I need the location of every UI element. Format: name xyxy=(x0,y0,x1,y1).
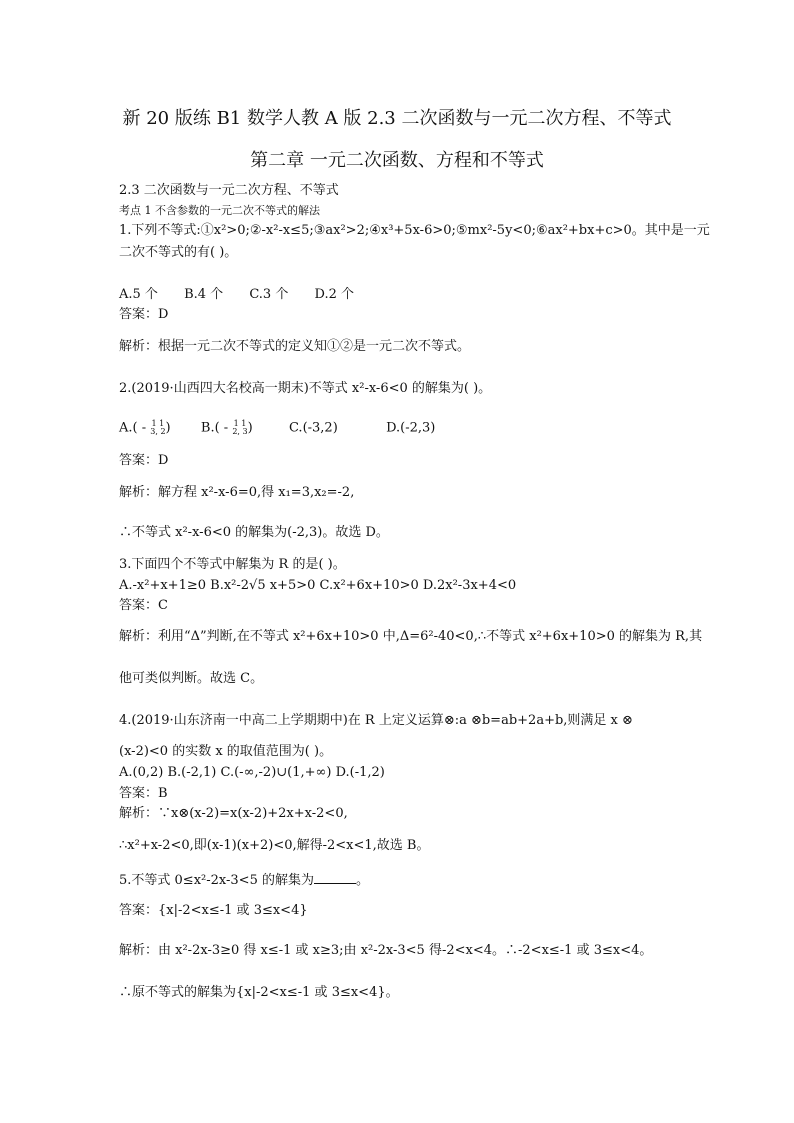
q2-option-b-fraction xyxy=(232,420,247,436)
q3-stem: 3.下面四个不等式中解集为 R 的是( )。 xyxy=(119,557,346,572)
q5-analysis-line2: ∴原不等式的解集为{x|-2<x≤-1 或 3≤x<4}。 xyxy=(119,985,399,1000)
q3-options: A.-x²+x+1≥0 B.x²-2√5 x+5>0 C.x²+6x+10>0 D.2x²-3x+4<0 xyxy=(119,578,517,593)
q2-analysis-line1: 解析：解方程 x²-x-6=0,得 x₁=3,x₂=-2, xyxy=(119,485,355,500)
q1-option-c: C.3 个 xyxy=(249,287,289,302)
q4-options: A.(0,2) B.(-2,1) C.(-∞,-2)∪(1,+∞) D.(-1,2) xyxy=(119,765,385,780)
q1-stem-line1: 1.下列不等式:①x²>0;②-x²-x≤5;③ax²>2;④x³+5x-6>0;⑤mx²-5y<0;⑥ax²+bx+c>0。其中是一元 xyxy=(119,223,710,238)
q5-analysis-line1: 解析：由 x²-2x-3≥0 得 x≤-1 或 x≥3;由 x²-2x-3<5 得-2<x<4。∴-2<x≤-1 或 3≤x<4。 xyxy=(119,943,653,958)
q2-analysis-line2: ∴不等式 x²-x-6<0 的解集为(-2,3)。故选 D。 xyxy=(119,525,389,540)
q5-answer: 答案：{x|-2<x≤-1 或 3≤x<4} xyxy=(119,903,308,918)
q5-stem-text: 5.不等式 0≤x²-2x-3<5 的解集为 xyxy=(119,873,314,888)
q5-answer-blank xyxy=(314,871,356,884)
q1-analysis: 解析：根据一元二次不等式的定义知①②是一元二次不等式。 xyxy=(119,339,471,354)
q2-option-d: D.(-2,3) xyxy=(386,420,436,436)
q1-option-a: A.5 个 xyxy=(119,287,158,302)
q1-option-d: D.2 个 xyxy=(314,287,354,302)
q4-analysis-line1: 解析：∵x⊗(x-2)=x(x-2)+2x+x-2<0, xyxy=(119,806,348,821)
q4-stem-line1: 4.(2019·山东济南一中高二上学期期中)在 R 上定义运算⊗:a ⊗b=ab+2a+b,则满足 x ⊗ xyxy=(119,713,633,728)
topic-heading: 考点 1 不含参数的一元二次不等式的解法 xyxy=(119,204,320,217)
q1-options xyxy=(119,287,376,303)
q2-option-c: C.(-3,2) xyxy=(288,420,338,436)
q2-option-a-fraction xyxy=(150,420,165,436)
q2-option-a-numerators: 1 1 xyxy=(151,419,165,428)
q2-stem: 2.(2019·山西四大名校高一期末)不等式 x²-x-6<0 的解集为( )。 xyxy=(119,381,492,396)
q2-options: A.( - 1 1 3, 2) B.( - 1 1 2, 3) C.(-3,2) D.(-2,3) xyxy=(119,419,436,436)
q3-analysis-line1: 解析：利用“Δ”判断,在不等式 x²+6x+10>0 中,Δ=6²-40<0,∴不等式 x²+6x+10>0 的解集为 R,其 xyxy=(119,629,703,644)
q5-stem xyxy=(119,871,369,889)
q1-answer: 答案：D xyxy=(119,307,169,322)
section-heading: 2.3 二次函数与一元二次方程、不等式 xyxy=(119,183,339,198)
q4-stem-line2: (x-2)<0 的实数 x 的取值范围为( )。 xyxy=(119,744,333,759)
q2-answer: 答案：D xyxy=(119,453,169,468)
q2-option-b-numerators: 1 1 xyxy=(233,419,247,428)
q1-stem-line2: 二次不等式的有( )。 xyxy=(119,245,238,260)
q1-option-b: B.4 个 xyxy=(184,287,224,302)
document-title: 新 20 版练 B1 数学人教 A 版 2.3 二次函数与一元二次方程、不等式 xyxy=(122,108,672,129)
q4-answer: 答案：B xyxy=(119,786,168,801)
q4-analysis-line2: ∴x²+x-2<0,即(x-1)(x+2)<0,解得-2<x<1,故选 B。 xyxy=(119,838,430,853)
q2-option-a-denominators: 3, 2 xyxy=(150,427,166,436)
q5-stem-end: 。 xyxy=(355,873,369,888)
q2-option-b-denominators: 2, 3 xyxy=(232,427,248,436)
q3-answer: 答案：C xyxy=(119,598,168,613)
q3-analysis-line2: 他可类似判断。故选 C。 xyxy=(119,671,264,686)
q2-option-a-label: A.( - xyxy=(119,420,147,436)
chapter-title: 第二章 一元二次函数、方程和不等式 xyxy=(250,150,544,171)
q2-option-b-label: B.( - xyxy=(200,420,229,436)
